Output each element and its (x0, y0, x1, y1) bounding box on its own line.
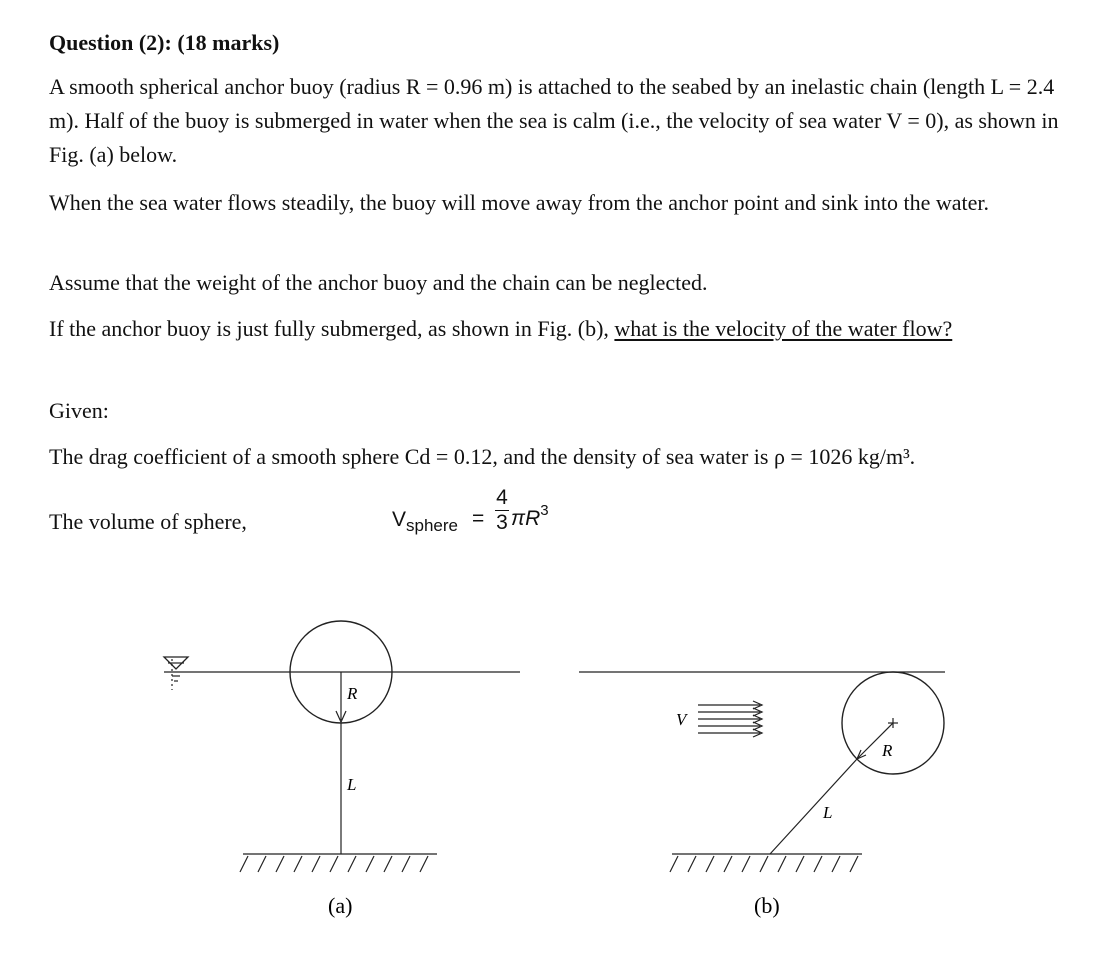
label-v-b: V (676, 710, 687, 729)
label-r-a: R (347, 684, 358, 703)
formula-pi-r: $\pi R^3$ (511, 502, 549, 530)
figure-a (164, 621, 520, 872)
label-l-b: L (823, 803, 833, 822)
given-text: The drag coefficient of a smooth sphere Cd = 0.12, and the density of sea water is ρ = 1026 kg/m³. (49, 444, 916, 469)
question-prompt: what is the velocity of the water flow? (614, 316, 953, 341)
figure-b (579, 672, 945, 872)
caption-b: (b) (754, 893, 780, 918)
fraction-denominator: 3 (496, 511, 508, 534)
volume-label: The volume of sphere, (49, 509, 247, 534)
water-level-symbol (164, 657, 188, 690)
seabed-hatch-a (240, 856, 428, 872)
given-label: Given: (49, 398, 109, 423)
problem-paragraph-2: When the sea water flows steadily, the buoy will move away from the anchor point and sink into the water. (49, 190, 990, 215)
paragraph-4-lead: If the anchor buoy is just fully submerged, as shown in Fig. (b), (49, 316, 615, 341)
problem-paragraph-3: Assume that the weight of the anchor buoy and the chain can be neglected. (49, 270, 708, 295)
seabed-hatch-b (670, 856, 858, 872)
formula-v: $V_{sphere}$ (392, 508, 458, 535)
caption-a: (a) (328, 893, 353, 918)
formula-subscript: sphere (406, 516, 458, 535)
flow-arrows (698, 701, 762, 737)
formula-exponent: 3 (540, 502, 549, 519)
fraction-numerator: 4 (496, 486, 508, 509)
question-title: Question (2): (18 marks) (49, 30, 280, 55)
label-r-b: R (882, 741, 893, 760)
label-l-a: L (347, 775, 357, 794)
problem-paragraph-1: A smooth spherical anchor buoy (radius R = 0.96 m) is attached to the seabed by an inelastic chain (length L = 2.4 m). Half of the buoy is submerged in water when the sea is calm (i.e., the velocity of sea water V = 0), as shown in Fig. (a) below. (49, 74, 1059, 167)
chain-b (770, 759, 857, 854)
formula-equals: = (472, 507, 485, 530)
